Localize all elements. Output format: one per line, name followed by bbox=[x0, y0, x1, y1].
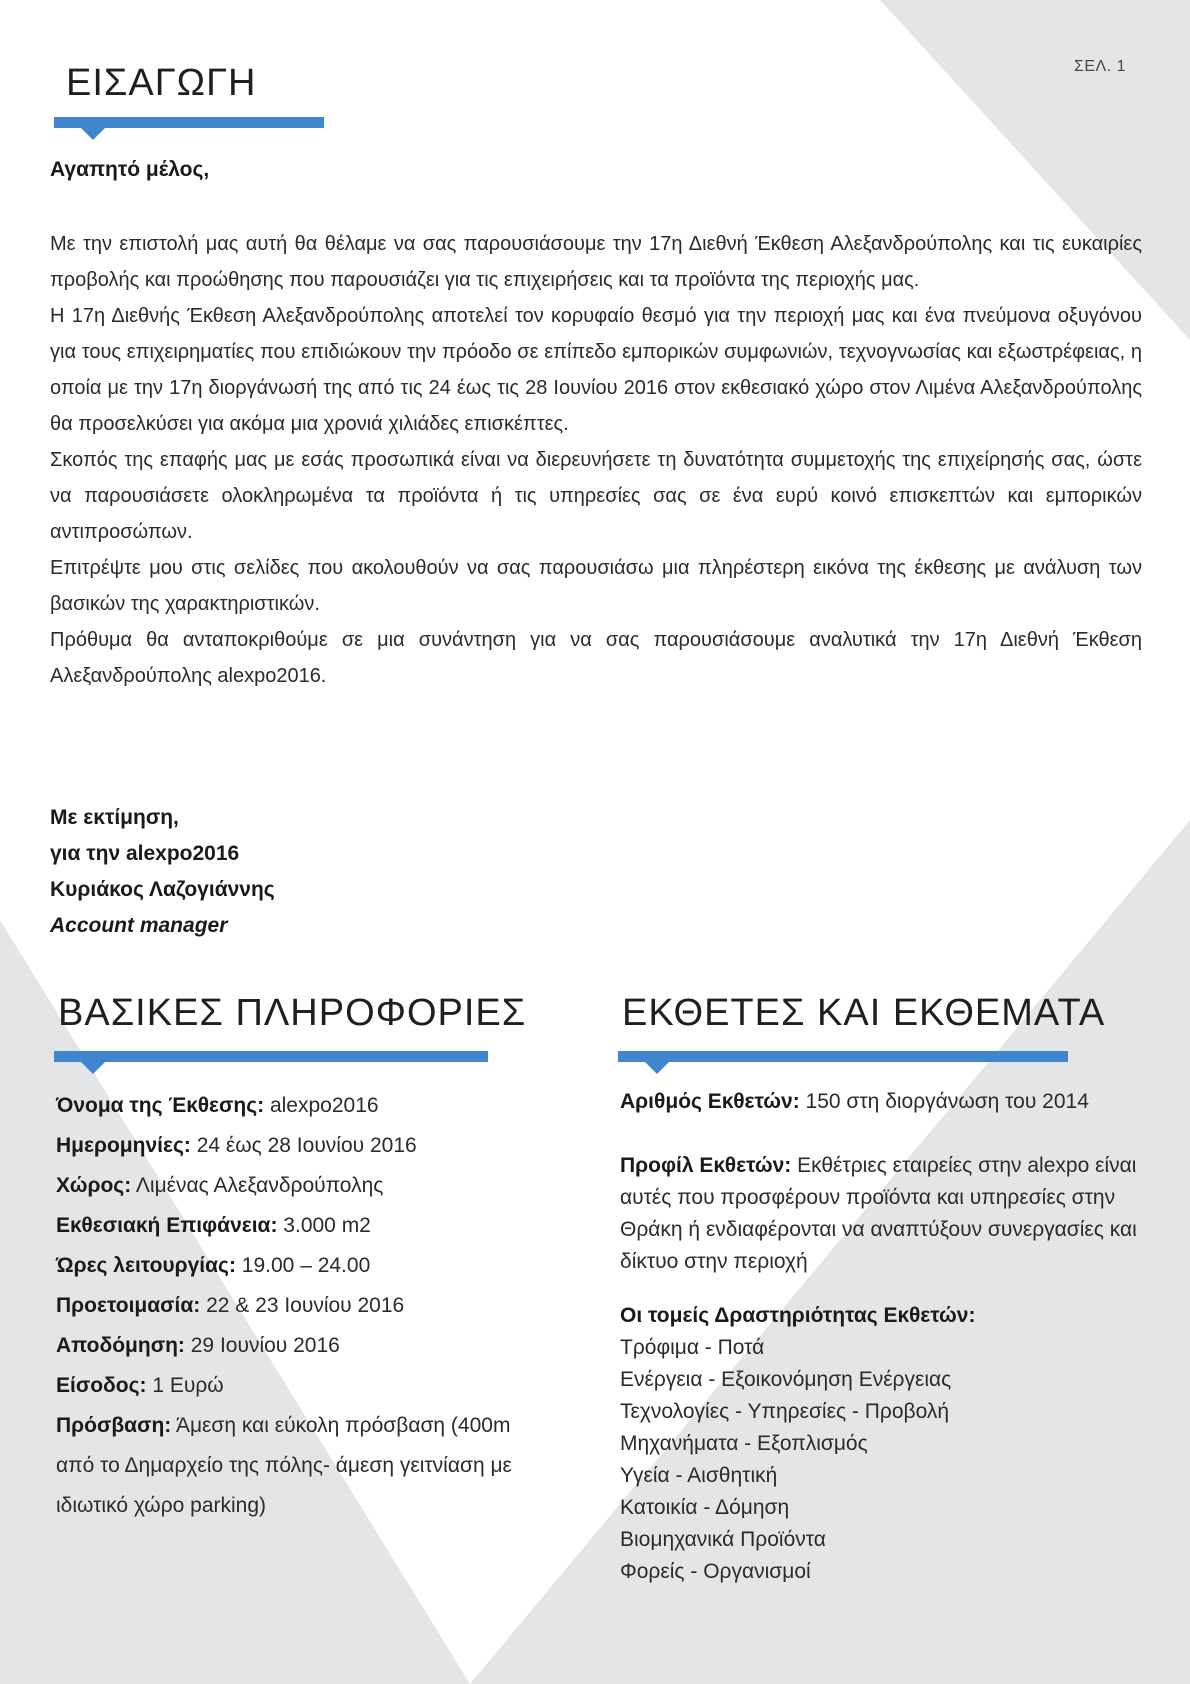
profile-value: Εκθέτριες εταιρείες στην alexpo είναι αυτές που προσφέρουν προϊόντα και υπηρεσίες στην Θράκη ή ενδιαφέρονται να αναπτύξουν συνεργασίες και δίκτυο στην περιοχή bbox=[620, 1154, 1137, 1273]
info-value: 19.00 – 24.00 bbox=[235, 1254, 371, 1277]
letter-paragraph: Σκοπός της επαφής μας με εσάς προσωπικά είναι να διερευνήσετε τη δυνατότητα συμμετοχής της επιχείρησής σας, ώστε να παρουσιάσετε ολοκληρωμένα τα προϊόντα ή τις υπηρεσίες σας σε ένα ευρύ κοινό επισκεπτών και εμπορικών αντιπροσώπων. bbox=[50, 449, 1142, 543]
info-row bbox=[56, 1366, 526, 1406]
letter-paragraph: Η 17η Διεθνής Έκθεση Αλεξανδρούπολης αποτελεί τον κορυφαίο θεσμό για την περιοχή μας και ένα πνεύμονα οξυγόνου για τους επιχειρηματίες που επιδιώκουν την πρόοδο σε επίπεδο εμπορικών συμφωνιών, τεχνογνωσίας και εξωστρέφειας, η οποία με την 17η διοργάνωσή της από τις 24 έως τις 28 Ιουνίου 2016 στον εκθεσιακό χώρο στον Λιμένα Αλεξανδρούπολης θα προσελκύσει για ακόμα μια χρονιά χιλιάδες επισκέπτες. bbox=[50, 305, 1142, 435]
sector-item: Φορείς - Οργανισμοί bbox=[620, 1560, 811, 1583]
basic-info-title: ΒΑΣΙΚΕΣ ΠΛΗΡΟΦΟΡΙΕΣ bbox=[58, 992, 527, 1034]
info-value: Άμεση και εύκολη πρόσβαση (400m από το Δημαρχείο της πόλης- άμεση γειτνίαση με ιδιωτικό χώρο parking) bbox=[56, 1414, 512, 1517]
sector-item: Βιομηχανικά Προϊόντα bbox=[620, 1528, 826, 1551]
exhibitors-title: ΕΚΘΕΤΕΣ ΚΑΙ ΕΚΘΕΜΑΤΑ bbox=[622, 992, 1106, 1034]
letter-closing bbox=[50, 800, 275, 944]
info-label: Χώρος: bbox=[56, 1174, 132, 1197]
info-row bbox=[56, 1166, 526, 1206]
signer-role: Account manager bbox=[50, 914, 228, 937]
info-label: Εκθεσιακή Επιφάνεια: bbox=[56, 1214, 278, 1237]
page-number: ΣΕΛ. 1 bbox=[1073, 58, 1126, 75]
info-label: Αποδόμηση: bbox=[56, 1334, 185, 1357]
info-row bbox=[56, 1286, 526, 1326]
title-notch bbox=[80, 127, 106, 140]
letter-body bbox=[50, 226, 1142, 694]
sectors-label: Οι τομείς Δραστηριότητας Εκθετών: bbox=[620, 1304, 976, 1327]
exhibitor-count bbox=[620, 1086, 1140, 1118]
sector-item: Τρόφιμα - Ποτά bbox=[620, 1336, 765, 1359]
info-row bbox=[56, 1326, 526, 1366]
intro-title-bar bbox=[54, 117, 324, 128]
info-row-access bbox=[56, 1406, 526, 1526]
info-label: Είσοδος: bbox=[56, 1374, 147, 1397]
info-label: Ώρες λειτουργίας: bbox=[56, 1254, 236, 1277]
basic-info-title-bar bbox=[54, 1051, 488, 1062]
exhibitors-info bbox=[620, 1086, 1140, 1588]
signer-name: Κυριάκος Λαζογιάννης bbox=[50, 878, 275, 901]
info-row bbox=[56, 1206, 526, 1246]
info-value: 24 έως 28 Ιουνίου 2016 bbox=[190, 1134, 417, 1157]
closing-for: για την alexpo2016 bbox=[50, 842, 240, 865]
sectors-list bbox=[620, 1332, 1140, 1588]
count-label: Αριθμός Εκθετών: bbox=[620, 1090, 800, 1113]
sector-item: Τεχνολογίες - Υπηρεσίες - Προβολή bbox=[620, 1400, 950, 1423]
exhibitor-profile bbox=[620, 1150, 1140, 1278]
info-value: Λιμένας Αλεξανδρούπολης bbox=[131, 1174, 384, 1197]
salutation: Αγαπητό μέλος, bbox=[50, 158, 210, 181]
letter-paragraph: Επιτρέψτε μου στις σελίδες που ακολουθούν να σας παρουσιάσω μια πληρέστερη εικόνα της έκθεσης με ανάλυση των βασικών της χαρακτηριστικών. bbox=[50, 557, 1142, 615]
info-value: alexpo2016 bbox=[264, 1094, 379, 1117]
info-value: 1 Ευρώ bbox=[146, 1374, 224, 1397]
profile-label: Προφίλ Εκθετών: bbox=[620, 1154, 792, 1177]
exhibitors-title-bar bbox=[618, 1051, 1068, 1062]
letter-paragraph: Πρόθυμα θα ανταποκριθούμε σε μια συνάντηση για να σας παρουσιάσουμε αναλυτικά την 17η Διεθνή Έκθεση Αλεξανδρούπολης alexpo2016. bbox=[50, 629, 1142, 687]
info-label: Όνομα της Έκθεσης: bbox=[56, 1094, 265, 1117]
sector-item: Μηχανήματα - Εξοπλισμός bbox=[620, 1432, 868, 1455]
info-row bbox=[56, 1246, 526, 1286]
sector-item: Υγεία - Αισθητική bbox=[620, 1464, 778, 1487]
title-notch bbox=[644, 1061, 670, 1074]
intro-title: ΕΙΣΑΓΩΓΗ bbox=[66, 62, 257, 104]
letter-paragraph: Με την επιστολή μας αυτή θα θέλαμε να σας παρουσιάσουμε την 17η Διεθνή Έκθεση Αλεξανδρούπολης και τις ευκαιρίες προβολής και προώθησης που παρουσιάζει για τις επιχειρήσεις και τα προϊόντα της περιοχής μας. bbox=[50, 233, 1142, 291]
closing-regards: Με εκτίμηση, bbox=[50, 806, 179, 829]
sector-item: Ενέργεια - Εξοικονόμηση Ενέργειας bbox=[620, 1368, 952, 1391]
info-row bbox=[56, 1086, 526, 1126]
info-value: 29 Ιουνίου 2016 bbox=[184, 1334, 340, 1357]
info-row bbox=[56, 1126, 526, 1166]
basic-info-list bbox=[56, 1086, 526, 1526]
info-value: 22 & 23 Ιουνίου 2016 bbox=[200, 1294, 405, 1317]
count-value: 150 στη διοργάνωση του 2014 bbox=[799, 1090, 1089, 1113]
info-label: Ημερομηνίες: bbox=[56, 1134, 191, 1157]
info-value: 3.000 m2 bbox=[277, 1214, 371, 1237]
sector-item: Κατοικία - Δόμηση bbox=[620, 1496, 790, 1519]
title-notch bbox=[80, 1061, 106, 1074]
info-label: Πρόσβαση: bbox=[56, 1414, 172, 1437]
info-label: Προετοιμασία: bbox=[56, 1294, 201, 1317]
